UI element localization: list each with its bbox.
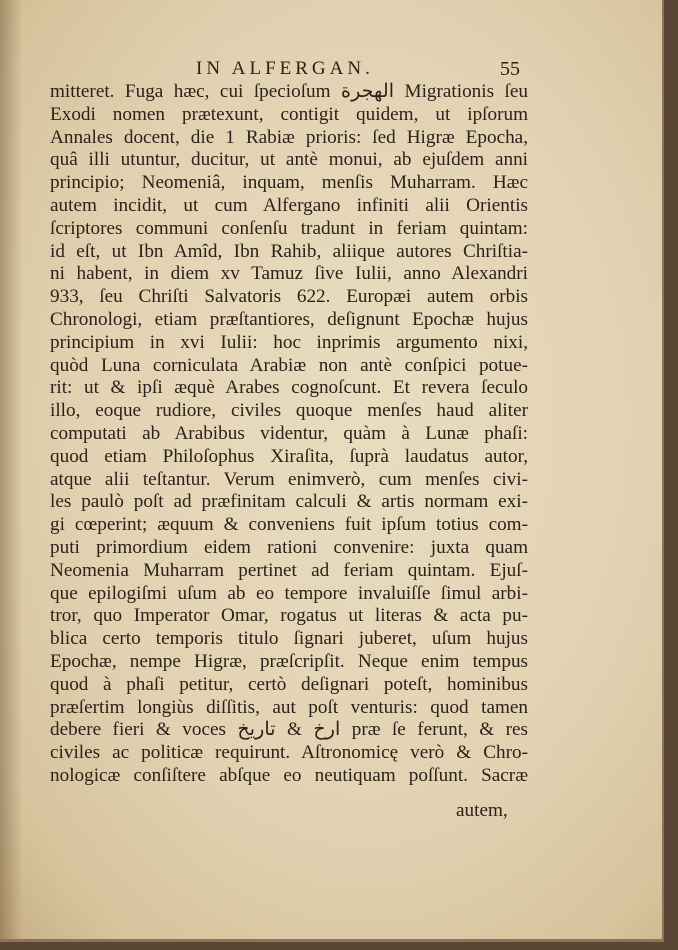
text-line: civiles ac politicæ requirunt. Aſtronomicę verò & Chro- <box>50 742 528 764</box>
catchword: autem, <box>456 800 508 821</box>
text-line: puti primordium eidem rationi convenire: juxta quam <box>50 536 528 558</box>
text-line: gi cœperint; æquum & conveniens fuit ipſum totius com- <box>50 514 528 536</box>
text-line: Annales docent, die 1 Rabiæ prioris: ſed Higræ Epocha, <box>50 126 528 148</box>
text-line: Epochæ, nempe Higræ, præſcripſit. Neque enim tempus <box>50 650 528 672</box>
text-line: principium in xvi Iulii: hoc inprimis argumento nixi, <box>50 331 528 353</box>
text-line: Chronologi, etiam præſtantiores, deſignunt Epochæ hujus <box>50 308 528 330</box>
text-line: id eſt, ut Ibn Amîd, Ibn Rahib, aliique autores Chriſtia- <box>50 240 528 262</box>
text-line: Neomenia Muharram pertinet ad feriam quintam. Ejuſ- <box>50 559 528 581</box>
text-line: illo, eoque rudiore, civiles quoque menſes haud aliter <box>50 400 528 422</box>
text-line: autem incidit, ut cum Alfergano infiniti alii Orientis <box>50 194 528 216</box>
text-line: præſertim longiùs diſſitis, aut poſt venturis: quod tamen <box>50 696 528 718</box>
text-line: que epilogiſmi uſum ab eo tempore invaluiſſe ſimul arbi- <box>50 582 528 604</box>
text-line: quod à phaſi petitur, certò deſignari poteſt, hominibus <box>50 673 528 695</box>
text-line: computati ab Arabibus videntur, quàm à Lunæ phaſi: <box>50 422 528 444</box>
text-line: debere fieri & voces ارخ & تاريخ præ ſe ferunt, & res <box>50 719 528 741</box>
page-number: 55 <box>500 58 520 80</box>
text-line: atque alii teſtantur. Verum enimverò, cum menſes civi- <box>50 468 528 490</box>
text-line: ni habent, in diem xv Tamuz ſive Iulii, anno Alexandri <box>50 263 528 285</box>
text-line: principio; Neomeniâ, inquam, menſis Muharram. Hæc <box>50 172 528 194</box>
text-line: les paulò poſt ad præfinitam calculi & artis normam exi- <box>50 491 528 513</box>
body-text <box>50 81 528 788</box>
text-line: Exodi nomen prætexunt, contigit quidem, ut ipſorum <box>50 103 528 125</box>
text-line: mitteret. Fuga hæc, cui ſpecioſum الهجرة Migrationis ſeu <box>50 81 528 102</box>
page-gutter-shadow <box>0 0 22 939</box>
running-head: IN ALFERGAN. <box>196 58 374 79</box>
text-line: quod etiam Philoſophus Xiraſita, ſuprà laudatus autor, <box>50 445 528 467</box>
text-line: rit: ut & ipſi æquè Arabes cognoſcunt. Et revera ſeculo <box>50 377 528 399</box>
text-line: ſcriptores communi conſenſu tradunt in feriam quintam: <box>50 217 528 239</box>
text-line: quòd Luna corniculata Arabiæ non antè conſpici potue- <box>50 354 528 376</box>
text-line: tror, quo Imperator Omar, rogatus ut literas & acta pu- <box>50 605 528 627</box>
text-line: nologicæ conſiſtere abſque eo neutiquam poſſunt. Sacræ <box>50 764 528 786</box>
text-line: blica certo temporis titulo ſignari juberet, uſum hujus <box>50 628 528 650</box>
text-line: quâ illi utuntur, ducitur, ut antè monui, ab ejuſdem anni <box>50 149 528 171</box>
text-line: 933, ſeu Chriſti Salvatoris 622. Europæi autem orbis <box>50 286 528 308</box>
